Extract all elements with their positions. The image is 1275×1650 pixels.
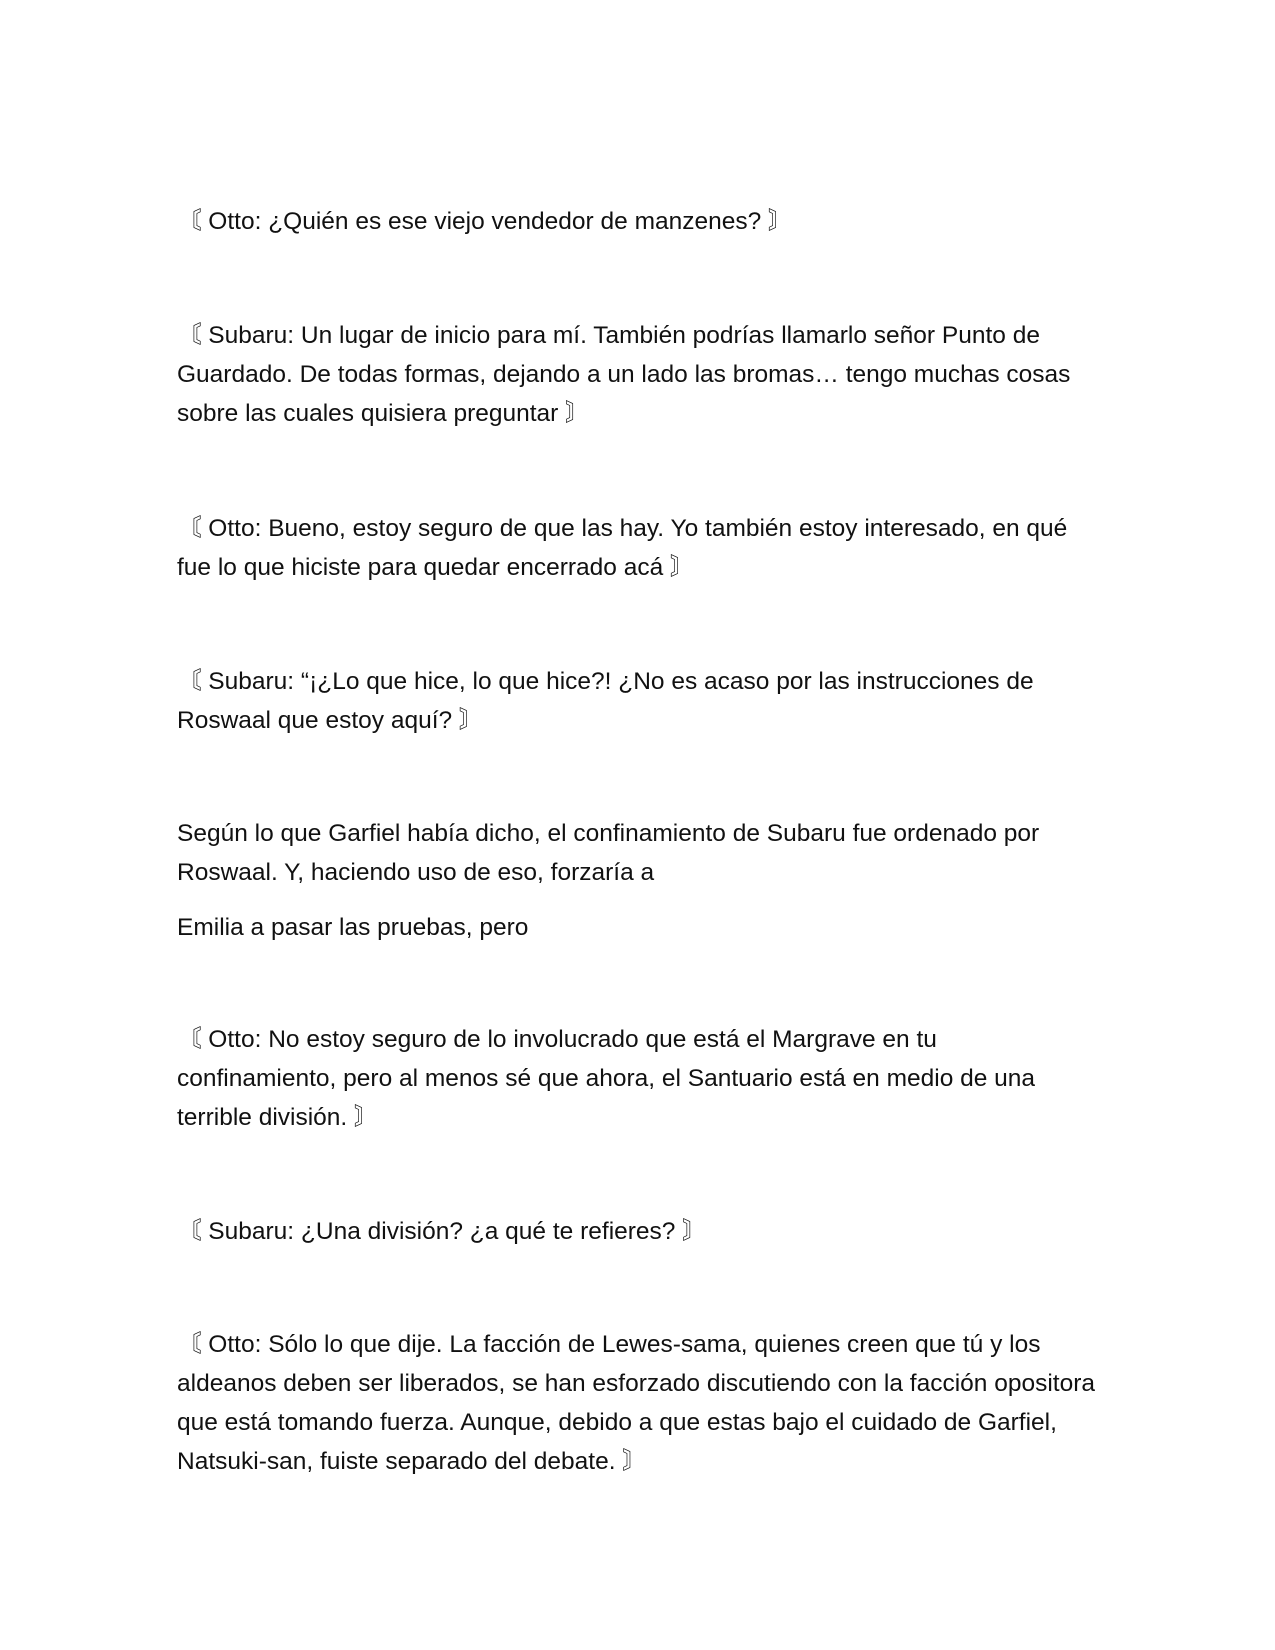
dialogue-otto-1: 〘 Otto: ¿Quién es ese viejo vendedor de manzenes? 〙 (177, 208, 793, 235)
dialogue-otto-2: 〘 Otto: Bueno, estoy seguro de que las hay. Yo también estoy interesado, en qué fue lo que hiciste para quedar encerrado acá 〙 (177, 515, 1068, 581)
dialogue-otto-3: 〘 Otto: No estoy seguro de lo involucrado que está el Margrave en tu confinamiento, pero al menos sé que ahora, el Santuario está en medio de una terrible división. 〙 (177, 1026, 1036, 1131)
narration-1: Según lo que Garfiel había dicho, el confinamiento de Subaru fue ordenado por Roswaal. Y, haciendo uso de eso, forzaría a (177, 820, 1040, 886)
narration-2: Emilia a pasar las pruebas, pero (177, 914, 529, 941)
dialogue-otto-4: 〘 Otto: Sólo lo que dije. La facción de Lewes-sama, quienes creen que tú y los aldeanos deben ser liberados, se han esforzado discutiendo con la facción opositora que está tomando fuerza. Aunque, debido a que estas bajo el cuidado de Garfiel, Natsuki-san, fuiste separado del debate. 〙 (177, 1331, 1095, 1475)
dialogue-subaru-3: 〘 Subaru: ¿Una división? ¿a qué te refieres? 〙 (177, 1218, 707, 1245)
dialogue-subaru-1: 〘 Subaru: Un lugar de inicio para mí. También podrías llamarlo señor Punto de Guardado. De todas formas, dejando a un lado las bromas… tengo muchas cosas sobre las cuales quisiera preguntar 〙 (177, 322, 1071, 427)
dialogue-subaru-2: 〘 Subaru: “¡¿Lo que hice, lo que hice?! ¿No es acaso por las instrucciones de Roswaal que estoy aquí? 〙 (177, 668, 1034, 734)
